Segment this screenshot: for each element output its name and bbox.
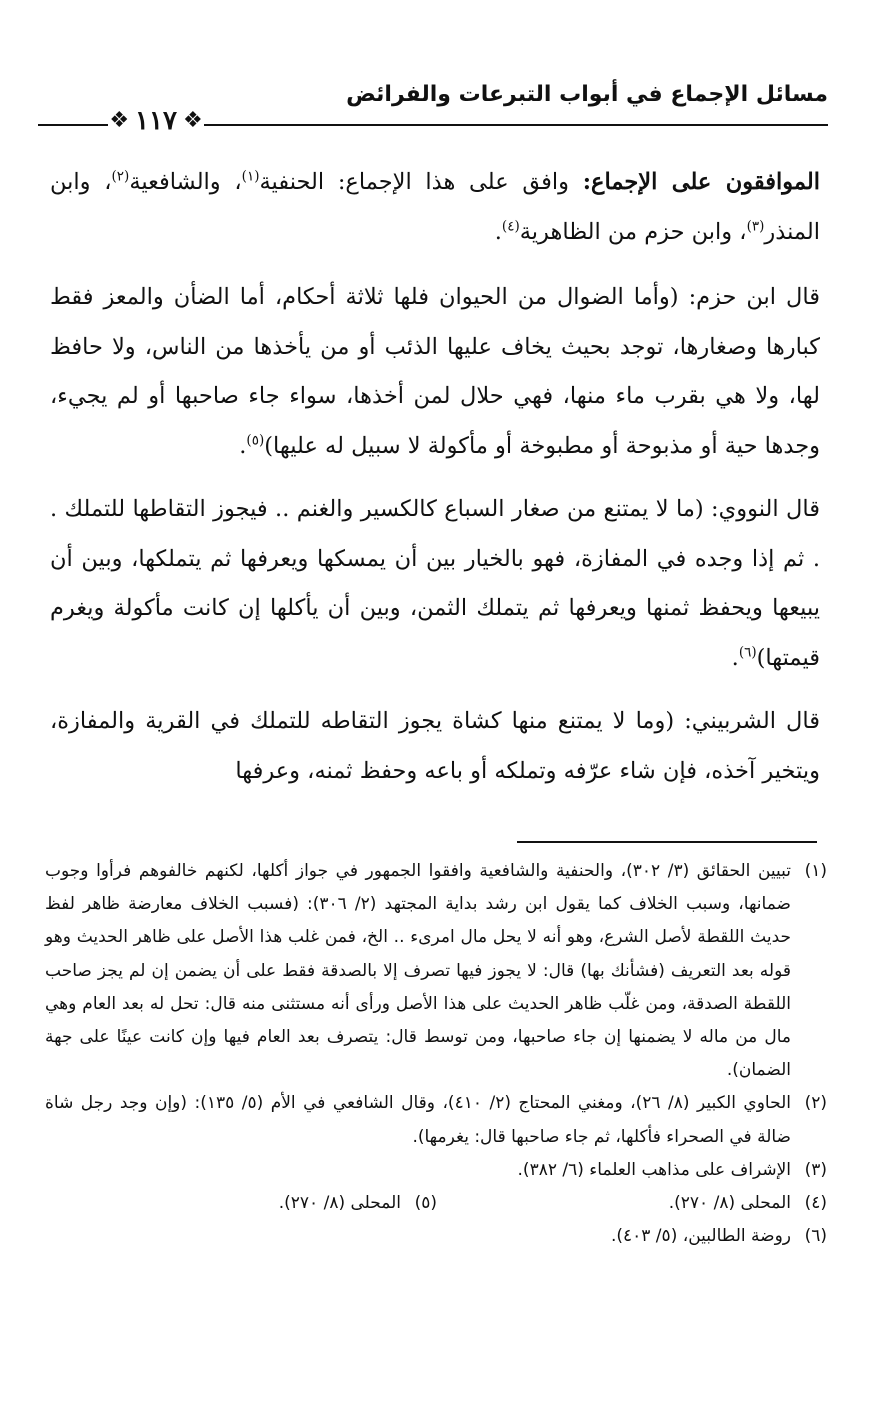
ornament-right-icon: ❖ bbox=[182, 108, 203, 133]
page-number: ١١٧ bbox=[135, 106, 177, 136]
paragraph-shirbini bbox=[50, 697, 820, 796]
footnote-2 bbox=[45, 1087, 827, 1153]
paragraph-text: قال ابن حزم: (وأما الضوال من الحيوان فلها ثلاثة أحكام، أما الضأن والمعز فقط كبارها وصغارها، توجد بحيث يخاف عليها الذئب أو من يأخذها من الناس، ولا حافظ لها، ولا هي بقرب ماء منها، فهي حلال لمن أخذها، سواء جاء صاحبها أو لم يجيء، وجدها حية أو مذبوحة أو مطبوخة أو مأكولة لا سبيل له عليها) bbox=[50, 284, 820, 459]
footnote-ref: (٦) bbox=[738, 644, 757, 660]
running-header bbox=[38, 66, 828, 134]
footnote-text: الحاوي الكبير (٨/ ٢٦)، ومغني المحتاج (٢/ ٤١٠)، وقال الشافعي في الأم (٥/ ١٣٥): (وإن وجد رجل شاة ضالة في الصحراء فأكلها، ثم جاء صاحبها قال: يغرمها). bbox=[45, 1093, 791, 1147]
paragraph-lead: الموافقون على الإجماع: bbox=[582, 169, 821, 195]
footnote-text: المحلى (٨/ ٢٧٠). bbox=[668, 1193, 791, 1214]
ornament-left-icon: ❖ bbox=[109, 108, 130, 133]
paragraph-text: ، وابن حزم من الظاهرية bbox=[519, 218, 747, 245]
footnotes bbox=[45, 855, 827, 1253]
paragraph-text: ، وابن المنذر bbox=[50, 169, 820, 245]
paragraph-text: ، والشافعية bbox=[129, 169, 242, 195]
paragraph-text: . bbox=[494, 218, 502, 245]
footnote-mark: (٣) bbox=[804, 1159, 827, 1180]
footnote-ref: (٥) bbox=[246, 432, 265, 448]
paragraph-text: . bbox=[731, 644, 739, 671]
footnote-mark: (٦) bbox=[804, 1226, 827, 1247]
footnote-text: تبيين الحقائق (٣/ ٣٠٢)، والحنفية والشافعية وافقوا الجمهور في جواز أكلها، لكنهم خالفوهم فرأوا وجوب ضمانها، وسبب الخلاف كما يقول ابن رشد بداية المجتهد (٢/ ٣٠٦): (فسبب الخلاف معارضة ظاهر لفظ حديث اللقطة لأصل الشرع، وهو أنه لا يحل مال امرىء .. الخ، فمن غلب هذا الأصل على ظاهر الحديث وهو قوله بعد التعريف (فشأنك بها) قال: لا يجوز فيها تصرف إلا بالصدقة فقط على أن يضمن إن لم يجز صاحب اللقطة الصدقة، ومن غلّب ظاهر الحديث على هذا الأصل ورأى أنه مستثنى منه قال: تحل له بعد العام وهي مال من ماله لا يضمنها إن جاء صاحبها، ومن توسط قال: يتصرف بعد العام فيها وإن كانت عينًا على جهة الضمان). bbox=[45, 861, 791, 1081]
footnote-ref: (١) bbox=[241, 168, 260, 185]
paragraph-text: وافق على هذا الإجماع: الحنفية bbox=[259, 169, 583, 195]
paragraph-text: قال النووي: (ما لا يمتنع من صغار السباع كالكسير والغنم .. فيجوز التقاطها للتملك . . ثم إذا وجده في المفازة، فهو بالخيار بين أن يمسكها ويعرفها ثم يتملكها، وبين أن يبيعها ويحفظ ثمنها ويعرفها ثم يتملك الثمن، وبين أن يأكلها إن كانت مأكولة ويغرم قيمتها) bbox=[50, 496, 820, 671]
footnote-text: روضة الطالبين، (٥/ ٤٠٣). bbox=[610, 1226, 791, 1247]
paragraph-ibn-hazm bbox=[50, 273, 820, 471]
page-number-frame bbox=[108, 98, 204, 144]
running-title: مسائل الإجماع في أبواب التبرعات والفرائض bbox=[346, 82, 828, 107]
paragraph-text: قال الشربيني: (وما لا يمتنع منها كشاة يجوز التقاطه للتملك في القرية والمفازة، ويتخير آخذه، فإن شاء عرّفه وتملكه أو باعه وحفظ ثمنه، وعرفها bbox=[50, 708, 820, 784]
footnote-text: المحلى (٨/ ٢٧٠). bbox=[278, 1193, 401, 1214]
footnote-1 bbox=[45, 855, 827, 1087]
footnote-row bbox=[45, 1187, 827, 1220]
footnote-5 bbox=[47, 1187, 437, 1220]
paragraph-agreeing-scholars bbox=[50, 158, 820, 257]
paragraph-nawawi bbox=[50, 485, 820, 683]
footnote-mark: (٥) bbox=[414, 1193, 437, 1214]
footnote-mark: (٤) bbox=[804, 1193, 827, 1214]
footnote-mark: (٢) bbox=[804, 1093, 827, 1114]
paragraph-text: . bbox=[239, 432, 247, 459]
footnote-6 bbox=[45, 1220, 827, 1253]
footnote-text: الإشراف على مذاهب العلماء (٦/ ٣٨٢). bbox=[517, 1159, 791, 1180]
footnote-ref: (٤) bbox=[501, 218, 520, 234]
footnote-mark: (١) bbox=[804, 861, 827, 881]
footnote-3 bbox=[45, 1154, 827, 1187]
footnote-4 bbox=[437, 1187, 827, 1220]
footnote-ref: (٢) bbox=[111, 168, 130, 185]
main-text bbox=[50, 158, 820, 810]
footnote-separator bbox=[517, 841, 817, 843]
footnote-ref: (٣) bbox=[746, 218, 765, 234]
